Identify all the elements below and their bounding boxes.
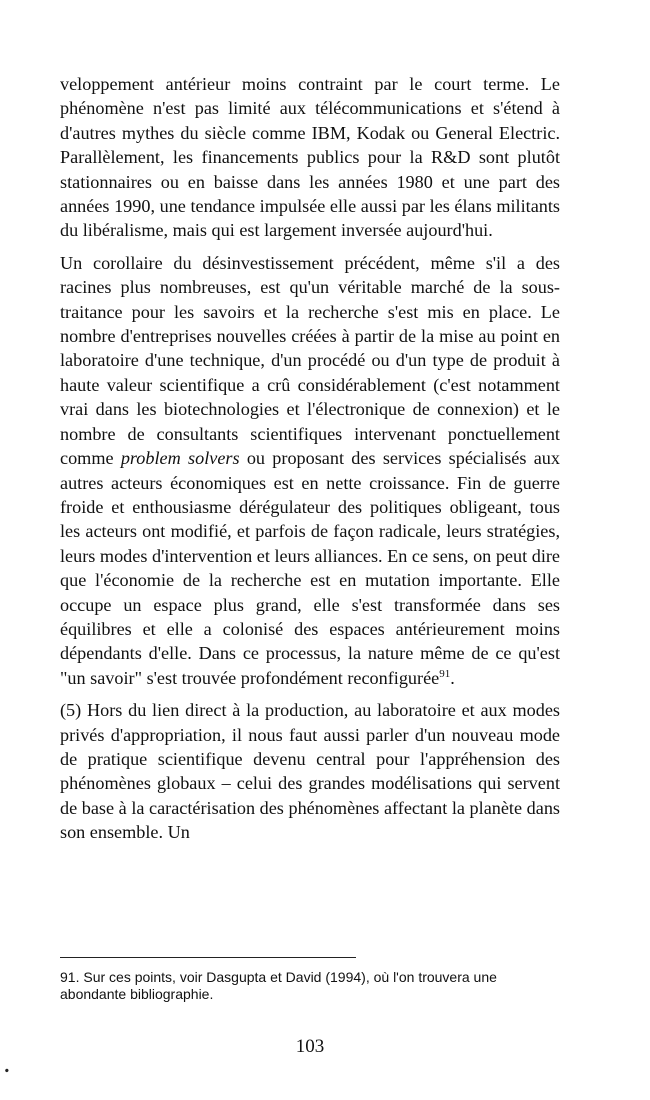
page-body [60,72,560,845]
footnote-divider [60,957,356,958]
footnote: 91. Sur ces points, voir Dasgupta et David (1994), où l'on trouvera une abondante bibliographie. [60,969,497,1002]
paragraph-2-italic-term: problem solvers [120,448,240,469]
paragraph-1-text: veloppement antérieur moins contraint par le court terme. Le phénomène n'est pas limité aux télécommunications et s'étend à d'autres mythes du siècle comme IBM, Kodak ou General Electric. Parallèlement, les financements publics pour la R&D sont plutôt stationnaires ou en baisse dans les années 1980 et une part des années 1990, une tendance impulsée elle aussi par les élans militants du libéralisme, mais qui est largement inversée aujourd'hui. [60,74,560,241]
paragraph-2-text-b: ou proposant des services spécialisés aux autres acteurs économiques est en nette croissance. Fin de guerre froide et enthousiasme dérégulateur des politiques obligeant, tous les acteurs ont modifié, et parfois de façon radicale, leurs stratégies, leurs modes d'intervention et leurs alliances. En ce sens, on peut dire que l'économie de la recherche est en mutation importante. Elle occupe un espace plus grand, elle s'est transformée dans ses équilibres et elle a colonisé des espaces antérieurement moins dépendants d'elle. Dans ce processus, la nature même de ce qu'est "un savoir" s'est trouvée profondément reconfigurée [60,448,560,688]
page-number: 103 [295,1036,325,1057]
paragraph-3-text: (5) Hors du lien direct à la production, au laboratoire et aux modes privés d'appropriation, il nous faut aussi parler d'un nouveau mode de pratique scientifique devenu central pour l'appréhension des phénomènes globaux – celui des grandes modélisations qui servent de base à la caractérisation des phénomènes affectant la planète dans son ensemble. Un [60,700,560,843]
paragraph-2 [60,251,560,690]
paragraph-2-text-a: Un corollaire du désinvestissement précédent, même s'il a des racines plus nombreuses, est qu'un véritable marché de la sous-traitance pour les savoirs et la recherche s'est mis en place. Le nombre d'entreprises nouvelles créées à partir de la mise au point en laboratoire d'une technique, d'un procédé ou d'un type de produit à haute valeur scientifique a crû considérablement (c'est notamment vrai dans les biotechnologies et l'électronique de connexion) et le nombre de consultants scientifiques intervenant ponctuellement comme [60,252,560,469]
paragraph-3 [60,698,560,844]
paragraph-1 [60,72,560,243]
paragraph-2-text-c: . [450,667,455,688]
corner-mark: • [2,1063,13,1080]
footnote-reference[interactable]: 91 [439,667,451,680]
